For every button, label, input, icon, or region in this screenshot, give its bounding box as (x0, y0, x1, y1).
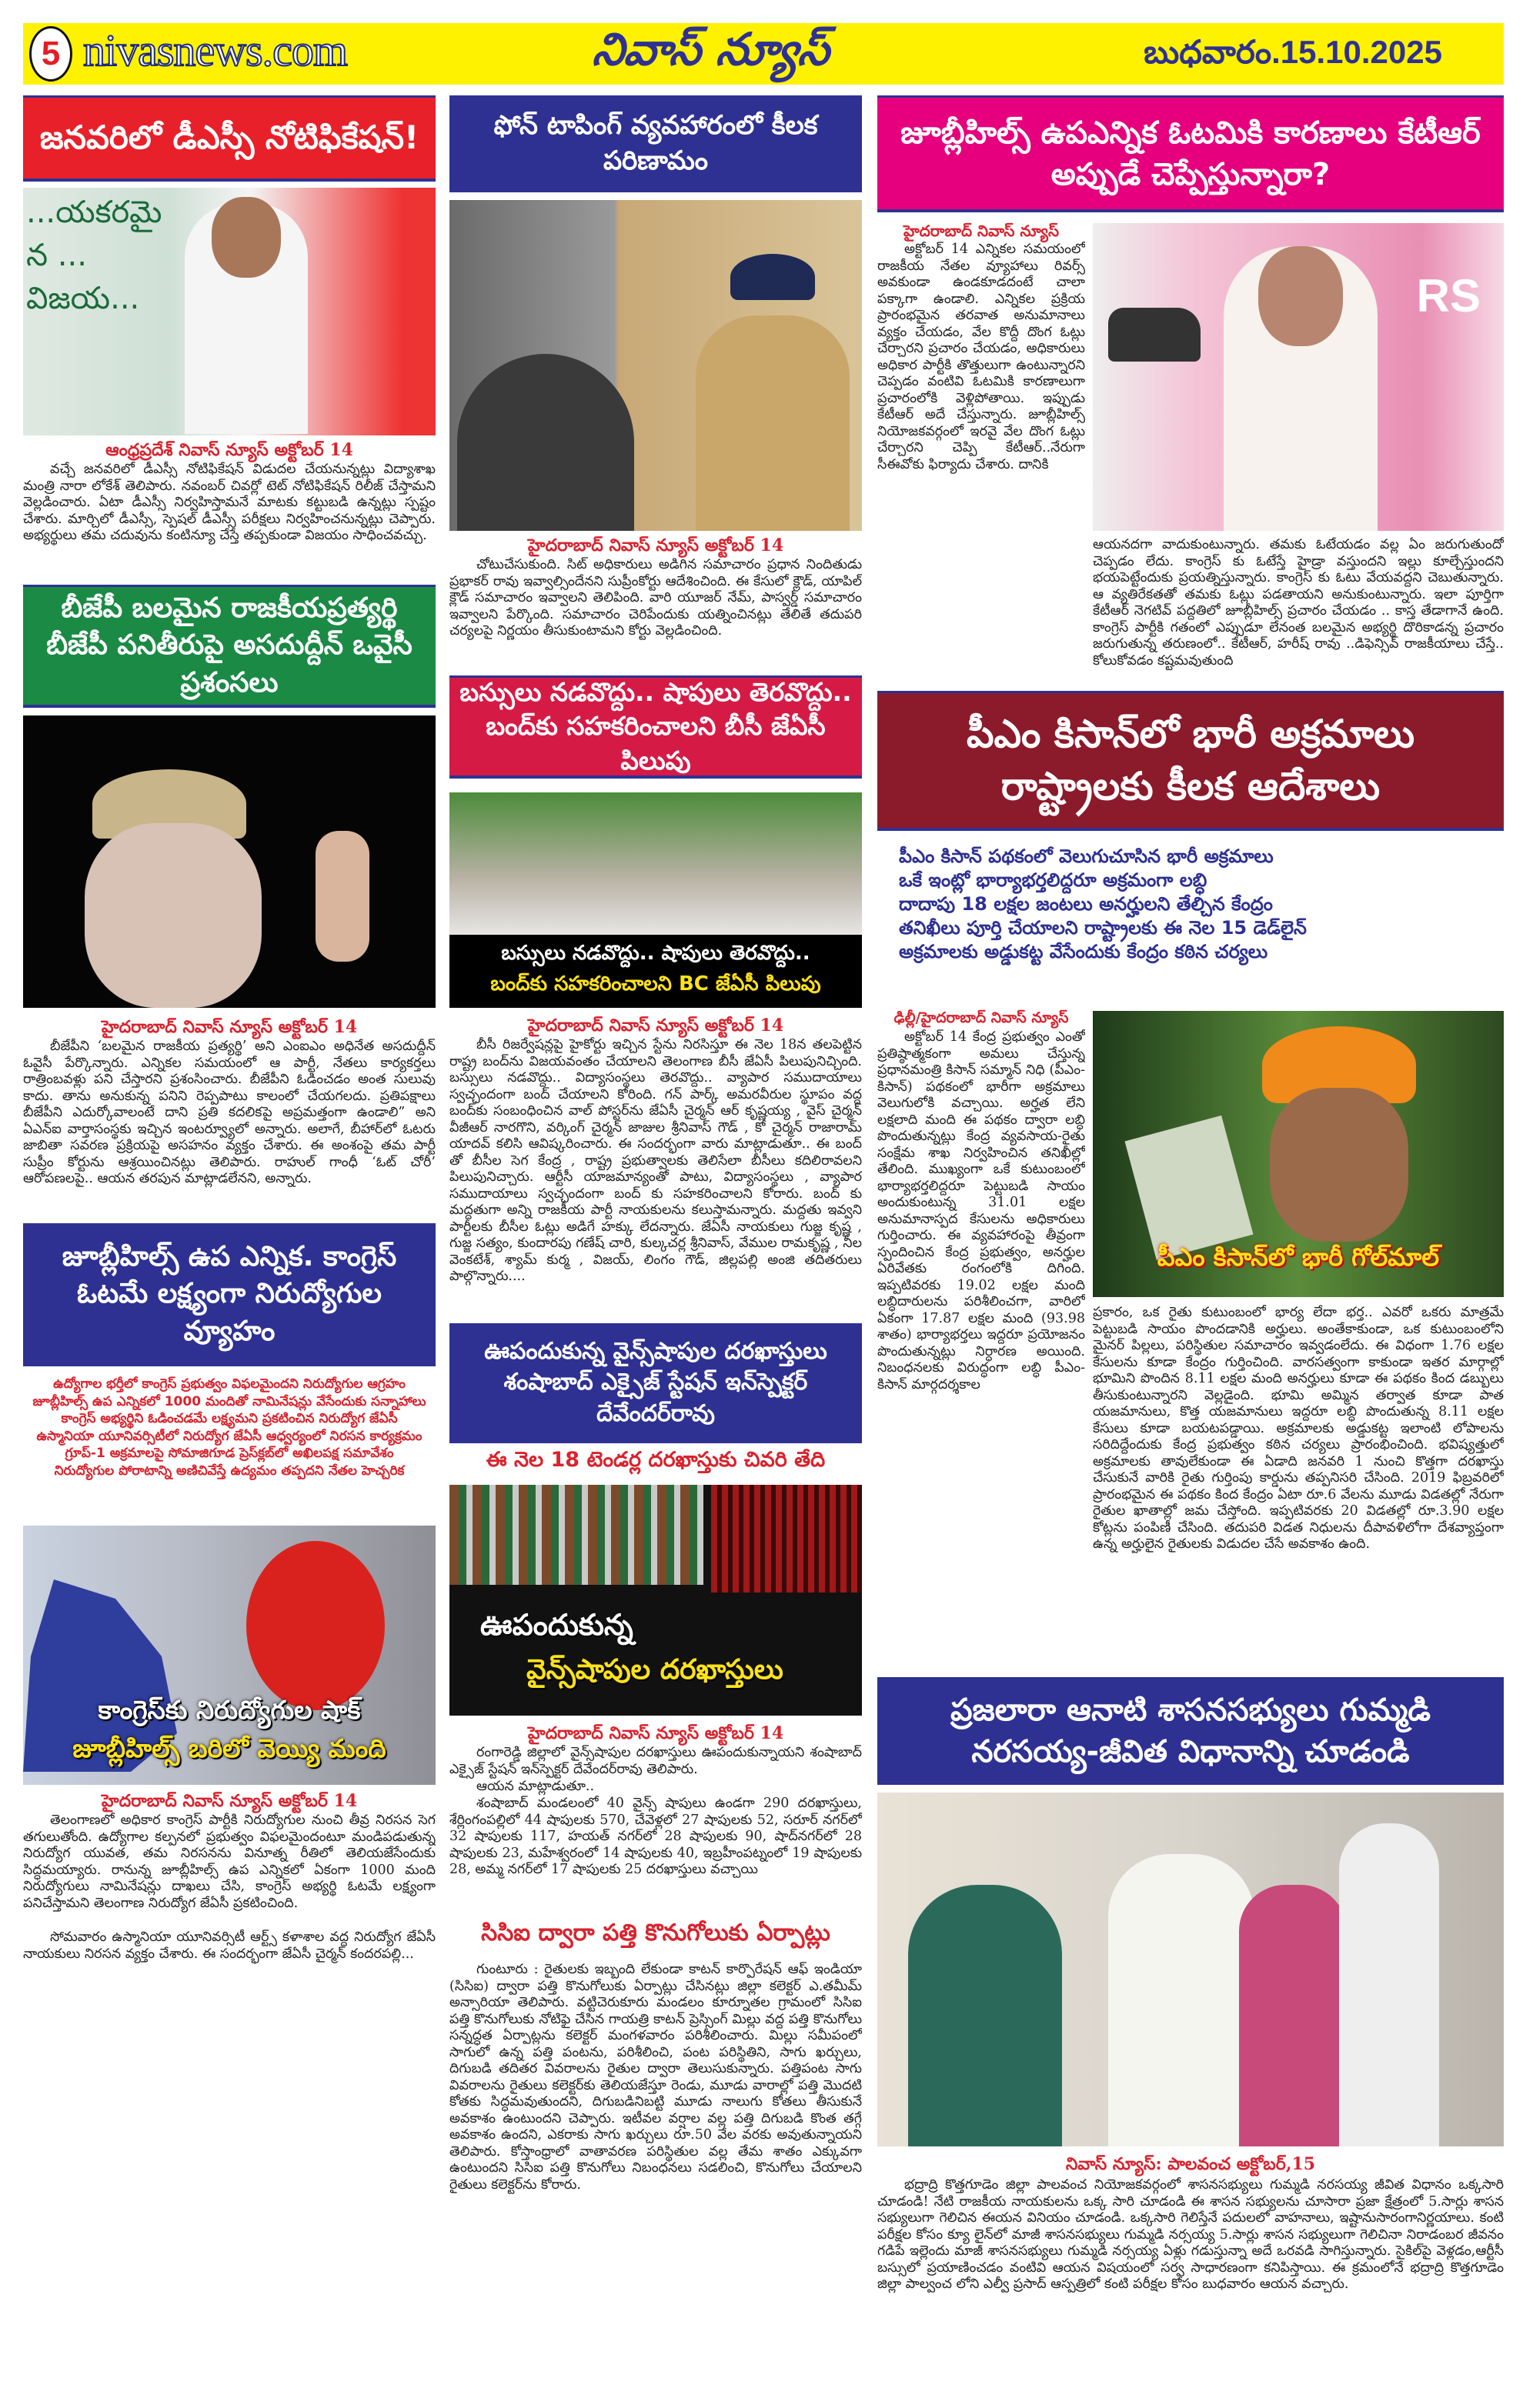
site-name[interactable]: nivasnews.com (83, 25, 347, 75)
photo-caption: కాంగ్రెస్‌కు నిరుద్యోగుల షాక్ (98, 1695, 361, 1725)
dateline: ఢిల్లీ/హైదరాబాద్ నివాస్ న్యూస్ (893, 1009, 1069, 1026)
photo-caption: పీఎం కిసాన్‌లో భారీ గోల్‌మాల్ (1157, 1242, 1440, 1272)
car-logo-shape (1108, 308, 1201, 362)
photo-owaisi (23, 715, 436, 1008)
shelf-bottles (449, 1485, 703, 1585)
photo-minister (23, 188, 436, 435)
bullet-line: అక్రమాలకు అడ్డుకట్ట వేసేందుకు కేంద్రం కఠిన చర్యలు (899, 941, 1268, 962)
dateline: హైదరాబాద్ నివాస్ న్యూస్ అక్టోబర్ 14 (527, 535, 784, 555)
subheadline-deadline: ఈ నెల 18 టెండర్ల దరఖాస్తుకు చివరి తేది (486, 1448, 826, 1472)
pm-kisan-bullets (899, 845, 1499, 964)
photo-overlay-text: ...యకరమైన ... విజయ... (26, 195, 162, 316)
dateline: హైదరాబాద్ నివాస్ న్యూస్ అక్టోబర్ 14 (527, 1723, 784, 1743)
dateline: నివాస్ న్యూస్: పాలవంచ అక్టోబర్,15 (1065, 2154, 1316, 2174)
headline-pm-kisan: పీఎం కిసాన్‌లో భారీ అక్రమాలు రాష్ట్రాలకు కీలక ఆదేశాలు (877, 691, 1504, 831)
article-body: సోమవారం ఉస్మానియా యూనివర్సిటీ ఆర్ట్స్ కళాశాల వద్ద నిరుద్యోగ జేఏసీ నాయకులు నిరసన వ్యక్తం చేశారు. ఈ సందర్భంగా జేఏసీ చైర్మన్ కందరపల్లి... (23, 1929, 436, 1962)
issue-date: బుధవారం.15.10.2025 (1144, 34, 1442, 70)
raised-hand (316, 831, 369, 962)
photo-caption: జూబ్లీహిల్స్ బరిలో వెయ్యి మంది (72, 1733, 386, 1763)
bullet-line: ఒకే ఇంట్లో భార్యాభర్తలిద్దరూ అక్రమంగా లబ్ధి (899, 869, 1207, 891)
subline: ఉద్యోగాల భర్తీలో కాంగ్రెస్ ప్రభుత్వం విఫలమైందని నిరుద్యోగుల ఆగ్రహం (53, 1376, 406, 1392)
headline-owaisi: బీజేపీ బలమైన రాజకీయప్రత్యర్థి బీజేపీ పనితీరుపై అసదుద్దీన్ ఒవైసీ ప్రశంసలు (23, 585, 436, 708)
bullet-line: దాదాపు 18 లక్షల జంటలు అనర్హులని తేల్చిన కేంద్రం (899, 893, 1273, 915)
newspaper-title-logo: నివాస్ న్యూస్ (590, 23, 833, 75)
headline-ktr: జూబ్లీహిల్స్ ఉపఎన్నిక ఓటమికి కారణాలు కేటీఆర్ అప్పుడే చెప్పేస్తున్నారా? (877, 95, 1504, 212)
currency-notes (1125, 1116, 1254, 1260)
headline-unemployed: జూబ్లీహిల్స్ ఉప ఎన్నిక. కాంగ్రెస్ ఓటమే లక్ష్యంగా నిరుద్యోగుల వ్యూహం (23, 1223, 436, 1366)
person-headphones (457, 354, 634, 531)
dateline: హైదరాబాద్ నివాస్ న్యూస్ (903, 222, 1060, 240)
backdrop-letters: RS (1416, 270, 1481, 322)
bullet-line: పీఎం కిసాన్ పథకంలో వెలుగుచూసిన భారీ అక్రమాలు (899, 845, 1274, 867)
photo-bc-jac (449, 792, 862, 1008)
person-figure (1239, 1885, 1347, 2146)
article-body: అక్టోబర్ 14 ఎన్నికల సమయంలో రాజకీయ నేతల వ్యూహాలు రివర్స్ అవకుండా ఉండకూడదంటే చాలా పక్కాగా ఉండాలి. ఎన్నికల ప్రక్రియ ప్రారంభమైన తరవాత అనుమానాలు వ్యక్తం చేయడం, వేల కొద్దీ దొంగ ఓట్లు చేర్చారని ప్రచారం చేయడం, అధికారులు అధికార పార్టీకి తొత్తులుగా ఉంటున్నారని చెప్పడం వంటివి ఓటమికి కారణాలుగా ప్రచారంలోకి వెళ్లిపోతాయి. ఇప్పుడు కేటీఆర్ అదే చేస్తున్నారు. జూబ్లీహిల్స్ నియోజకవర్గంలో ఇరవై వేల దొంగ ఓట్లు చేర్చారని చెప్పి కేటీఆర్..నేరుగా సీఈవోకు ఫిర్యాదు చేశారు. దానికి (877, 242, 1085, 472)
masthead (23, 23, 1504, 85)
photo-caption: బస్సులు నడవొద్దు.. షాపులు తెరవొద్దు.. (501, 942, 810, 965)
page-number-badge: 5 (29, 26, 72, 82)
ec-logo-shape (246, 1541, 385, 1710)
headline-dsc: జనవరిలో డీఎస్సీ నోటిఫికేషన్! (23, 95, 436, 182)
photo-ktr (1093, 223, 1504, 531)
dateline: ఆంధ్రప్రదేశ్ నివాస్ న్యూస్ అక్టోబర్ 14 (105, 440, 353, 460)
article-body: బీజేపీని ‘బలమైన రాజకీయ ప్రత్యర్థి’ అని ఎంఐఎం అధినేత అసదుద్దీన్ ఓవైసీ పేర్కొన్నారు. ఎన్నికల సమయంలో ఆ పార్టీ, నేతలు కార్యకర్తలు రాత్రింబవళ్లు పని చేస్తారని ప్రశంసించారు. బీజేపీని ఓడించడం అంత సులువు కాదు. తాను అనుకున్న పనిని రెప్పపాటు కాలంలో చేయగలదు. ప్రతిపక్షాలు బీజేపీని ఎదుర్కోవాలంటే దాని ప్రతి కదలికపై అప్రమత్తంగా ఉండాలి” అని ఏఎన్ఐ వార్తాసంస్థకు ఇచ్చిన ఇంటర్వ్యూలో అన్నారు. అలాగే, బీహార్‌లో ఓటరు జాబితా సవరణ ప్రక్రియపై అసహనం వ్యక్తం చేశారు. ఈ అంశంపై తమ పార్టీ సుప్రీం కోర్టును ఆశ్రయించినట్లు తెలిపారు. రాహుల్ గాంధీ ‘ఓట్ చోరీ’ ఆరోపణలపై.. ఆయన తరపున మాట్లాడలేనని, అన్నారు. (23, 1039, 436, 1186)
dateline: హైదరాబాద్ నివాస్ న్యూస్ అక్టోబర్ 14 (101, 1017, 358, 1037)
article-body: రంగారెడ్డి జిల్లాలో వైన్స్‌షాపుల దరఖాస్తులు ఊపందుకున్నాయని శంషాబాద్ ఎక్సైజ్ స్టేషన్ ఇన్‌స్పెక్టర్ దేవేందర్‌రావు తెలిపారు. (449, 1745, 862, 1777)
headline-phone-tapping: ఫోన్ టాపింగ్ వ్యవహారంలో కీలక పరిణామం (449, 95, 862, 192)
article-body: తెలంగాణలో అధికార కాంగ్రెస్ పార్టీకి నిరుద్యోగుల నుంచి తీవ్ర నిరసన సెగ తగులుతోంది. ఉద్యోగాల కల్పనలో ప్రభుత్వం విఫలమైందంటూ మండిపడుతున్న నిరుద్యోగ యువత, తమ నిరసనను వినూత్న రీతిలో తెలియజేసేందుకు సిద్ధమయ్యారు. రానున్న జూబ్లీహిల్స్ ఉప ఎన్నికలో ఏకంగా 1000 మంది నిరుద్యోగులు నామినేషన్లు దాఖలు చేసి, కాంగ్రెస్ అభ్యర్థి ఓటమే లక్ష్యంగా పనిచేస్తామని తెలంగాణ నిరుద్యోగ జేఏసీ ప్రకటించింది. (23, 1813, 436, 1911)
article-body: భద్రాద్రి కొత్తగూడెం జిల్లా పాలవంచ నియోజకవర్గంలో శాసనసభ్యులు గుమ్మడి నరసయ్య జీవిత విధానం ఒక్కసారి చూడండి! నేటి రాజకీయ నాయకులను ఒక్క సారి చూడండి ఈ శాసన సభ్యులను చూసారా ప్రజా క్షేత్రంలో 5.సార్లు శాసన సభ్యులుగా గెలిచిన ఈయన వినియం చూడండి. ఒక్కసారి గెలిస్తేనే పదులలో వాహనాలు, ఇష్టానుసారంగానిర్ణయాలు. కంటి పరీక్షల కోసం క్యూ లైన్‌లో మాజీ శాసనసభ్యులు గుమ్మడి నర్సయ్య 5.సార్లు శాసన సభ్యులుగా గెలిచినా నిరాడంబర జీవనం గడిపే ఇల్లెందు మాజీ శాసనసభ్యులు గుమ్మడి నర్సయ్య ఏళ్లు గడుస్తున్నా అదే ఒరవడి సాగిస్తున్నారు. సైకిల్‌పై వెళ్లడం,ఆర్టీసీ బస్సులో ప్రయాణించడం వంటివి ఆయన విషయంలో సర్వ సాధారణంగా కనిపిస్తాయి. ఈ క్రమంలోనే భద్రాద్రి కొత్తగూడెం జిల్లా పాల్వంచ లోని ఎల్వీ ప్రసాద్ ఆస్పత్రిలో కంటి పరీక్షల కోసం బుధవారం ఆయన వచ్చారు. (877, 2177, 1504, 2292)
face-shape (1270, 1088, 1408, 1242)
photo-police-officer (449, 200, 862, 531)
sublines-unemployed (31, 1376, 428, 1479)
bullet-line: తనిఖీలు పూర్తి చేయాలని రాష్ట్రాలకు ఈ నెల 15 డెడ్‌లైన్ (899, 917, 1307, 939)
person-head (1258, 246, 1343, 346)
subline: నిరుద్యోగుల పోరాటాన్ని అణిచివేస్తే ఉద్యమం తప్పదని నేతల హెచ్చరిక (54, 1462, 405, 1479)
article-body: గుంటూరు : రైతులకు ఇబ్బంది లేకుండా కాటన్ కార్పొరేషన్ ఆఫ్ ఇండియా (సిసిఐ) ద్వారా పత్తి కొనుగోలుకు ఏర్పాట్లు చేసినట్లు జిల్లా కలెక్టర్ ఎ.తమీమ్ అన్సారియా తెలిపారు. వట్టిచెరుకూరు మండలం కూర్నూతల గ్రామంలో సిసిఐ పత్తి కొనుగోలుకు నోటిఫై చేసిన గాయత్రి కాటన్ ప్రెస్సింగ్ మిల్లు వద్ద పత్తి కొనుగోలు సన్నద్ధత ఏర్పాట్లను కలెక్టర్ మంగళవారం పరిశీలించారు. మిల్లు సమీపంలో సాగులో ఉన్న పత్తి పంటను, పరిశీలించి, పంట పరిస్థితిని, సాగు ఖర్చులు, దిగుబడి తదితర వివరాలను రైతుల ద్వారా తెలుసుకున్నారు. పత్తిపంట సాగు వివరాలను రైతులు కలెక్టర్‌కు తెలియజేస్తూ రెండు, మూడు వారాల్లో పత్తి మొదటి కోతకు సిద్ధమవుతుందని, దిగుబడినిబట్టి మూడు నాలుగు కోతలు తీసుకునే అవకాశం ఉంటుందని చెప్పారు. ఇటీవల వర్షాల వల్ల పత్తి దిగుబడి కొంత తగ్గే అవకాశం ఉందని, ఎకరాకు సాగు ఖర్చులు రూ.50 వేల వరకు అవుతున్నాయని తెలిపారు. కోస్తాంధ్రాలో వాతావరణ పరిస్థితుల వల్ల తేమ శాతం ఎక్కువగా ఉంటుందని సిసిఐ పత్తి కొనుగోలు నిబంధనలు సడలించి, కొనుగోలు చేయాలని రైతులు కలెక్టర్‌ను కోరారు. (449, 1962, 862, 2193)
subline: జూబ్లీహిల్స్ ఉప ఎన్నికలో 1000 మందితో నామినేషన్లు వేసేందుకు సన్నాహాలు (32, 1393, 426, 1409)
photo-election (23, 1526, 436, 1785)
photo-wine-shop (449, 1485, 862, 1716)
person-head (212, 197, 281, 278)
photo-gummadi-queue (877, 1793, 1504, 2146)
article-body: బీసీ రిజర్వేషన్లపై హైకోర్టు ఇచ్చిన స్టేను నిరసిస్తూ ఈ నెల 18న తలపెట్టిన రాష్ట్ర బంద్‌ను విజయవంతం చేయాలని తెలంగాణ బీసీ జేఏసీ పిలుపునిచ్చింది. బస్సులు నడవొద్దు.. విద్యాసంస్థలు తెరవొద్దు.. వ్యాపార సముదాయాలు స్వచ్ఛందంగా బంద్ చేయాలని కోరింది. గన్ పార్క్ అమరవీరుల స్థూపం వద్ద బంద్‌కు సంబంధించిన వాల్ పోస్టర్‌ను జేఏసీ చైర్మన్ ఆర్ కృష్ణయ్య , వైస్ చైర్మన్ వీజీఆర్ నారగొని, వర్కింగ్ చైర్మన్ జాజుల శ్రీనివాస్ గౌడ్ , కో చైర్మన్ రాజారామ్ యాదవ్ కలిసి ఆవిష్కరించారు. ఈ సందర్భంగా వారు మాట్లాడుతూ.. ఈ బంద్ తో బీసీల సెగ కేంద్ర , రాష్ట్ర ప్రభుత్వాలకు తెలిసేలా బీసీలు కదిలిరావలని పిలుపునిచ్చారు. ఆర్టీసీ యాజమాన్యంతో పాటు, విద్యాసంస్థలు , వ్యాపార సముదాయాలు స్వచ్ఛందంగా బంద్ కు సహకరించాలని కోరారు. బంద్ కు మద్దతుగా అన్ని రాజకీయ పార్టీ నాయకులను కలుస్తామన్నారు. మద్దతు ఇవ్వని పార్టీలకు బీసీల ఓట్లు అడిగే హక్కు లేదన్నారు. జేఏసీ నాయకులు గుజ్జ కృష్ణ , గుజ్జ సత్యం, కుందారపు గణేష్ చారి, కుల్కచర్ల శ్రీనివాస్, వేముల రామకృష్ణ , నీల వెంకటేశ్, శ్యామ్ కుర్మ , విజయ్, లింగం గౌడ్, జిల్లపల్లి అంజి తదితరులు పాల్గొన్నారు.... (449, 1037, 862, 1284)
photo-caption: వైన్స్‌షాపుల దరఖాస్తులు (526, 1654, 783, 1686)
gummadi-figure (1108, 1854, 1254, 2146)
headline-wines: ఊపందుకున్న వైన్స్‌షాపుల దరఖాస్తులు శంషాబాద్ ఎక్సైజ్ స్టేషన్ ఇన్‌స్పెక్టర్ దేవేందర్‌రావు (449, 1323, 862, 1443)
headline-cotton: సిసిఐ ద్వారా పత్తి కొనుగోలుకు ఏర్పాట్లు (481, 1919, 830, 1946)
article-body: ఆయన మాట్లాడుతూ.. (476, 1779, 595, 1794)
article-body: అక్టోబర్ 14 కేంద్ర ప్రభుత్వం ఎంతో ప్రతిష్ఠాత్మకంగా అమలు చేస్తున్న ప్రధానమంత్రి కిసాన్ సమ్మాన్ నిధి (పీఎం-కిసాన్) పథకంలో భారీగా అక్రమాలు వెలుగులోకి వచ్చాయి. అర్హత లేని లక్షలాది మంది ఈ పథకం ద్వారా లబ్ధి పొందుతున్నట్లు కేంద్ర వ్యవసాయ-రైతు సంక్షేమ శాఖ నిర్వహించిన తనిఖీల్లో తేలింది. ముఖ్యంగా ఒకే కుటుంబంలో భార్యాభర్తలిద్దరూ పెట్టుబడి సాయం అందుకుంటున్న 31.01 లక్షల అనుమానాస్పద కేసులను అధికారులు గుర్తించారు. ఈ వ్యవహారంపై తీవ్రంగా స్పందించిన కేంద్ర ప్రభుత్వం, అనర్హుల ఏరివేతకు రంగంలోకి దిగింది. ఇప్పటివరకు 19.02 లక్షల మంది లబ్ధిదారులను పరిశీలించగా, వారిలో ఏకంగా 17.87 లక్షల మంది (93.98 శాతం) భార్యాభర్తలు ఇద్దరూ ప్రయోజనం పొందుతున్నట్లు నిర్ధారణ అయింది. నిబంధనలకు విరుద్ధంగా లబ్ధి పీఎం-కిసాన్ మార్గదర్శకాల (877, 1029, 1085, 1392)
subline: కాంగ్రెస్ అభ్యర్థిని ఓడించడమే లక్ష్యమని ప్రకటించిన నిరుద్యోగ జేఏసీ (61, 1411, 398, 1426)
headline-gummadi: ప్రజలారా ఆనాటి శాసనసభ్యులు గుమ్మడి నరసయ్య-జీవిత విధానాన్ని చూడండి (877, 1677, 1504, 1785)
article-body: ఆయనదగా వాదుకుంటున్నారు. తమకు ఓటేయడం వల్ల ఏం జరుగుతుందో చెప్పడం లేదు. కాంగ్రెస్ కు ఓటేస్తే హైడ్రా వస్తుందని ఇల్లు కూల్చేస్తుందని భయపెట్టేందుకు ప్రయత్నిస్తున్నారు. కాంగ్రెస్ కు ఓటు వేయవద్దని చెబుతున్నారు. ఆ వ్యతిరేకతతో తమకు ఓట్లు పడతాయని అనుకుంటున్నారు. ఇలా పూర్తిగా కేటీఆర్ నెగటివ్ పద్దతిలో జూబ్లీహిల్స్ ప్రచారం చేయడం .. కాస్త తేడాగానే ఉంది. కాంగ్రెస్ పార్టీకి గతంలో ఎప్పుడూ లేనంత బలమైన అభ్యర్థి దొరికాడన్న ప్రచారం జరుగుతున్న తరుణంలో.. కేటీఆర్, హరీష్ రావు ..డిఫెన్సివ్ రాజకీయాలు చేస్తే.. కోలుకోవడం కష్టమవుతుంది (1093, 537, 1504, 669)
headline-bandh: బస్సులు నడవొద్దు.. షాపులు తెరవొద్దు.. బంద్‌కు సహకరించాలని బీసీ జేఏసీ పిలుపు (449, 675, 862, 779)
article-body: వచ్చే జనవరిలో డీఎస్సీ నోటిఫికేషన్ విడుదల చేయనున్నట్లు విద్యాశాఖ మంత్రి నారా లోకేశ్ తెలిపారు. నవంబర్ చివర్లో టెట్ నోటిఫికేషన్ రిలీజ్ చేస్తామని వెల్లడించారు. ఏటా డీఎస్సీ నిర్వహిస్తామనే మాటకు కట్టుబడి ఉన్నట్లు స్పష్టం చేశారు. మార్చిలో డీఎస్సీ, స్పెషల్ డీఎస్సీ పరీక్షలు నిర్వహించనున్నట్లు చెప్పారు. అభ్యర్థులు తమ చదువును కంటిన్యూ చేస్తే తప్పకుండా విజయం సాధించవచ్చు. (23, 462, 436, 543)
photo-farmer (1093, 1011, 1504, 1297)
dateline: హైదరాబాద్ నివాస్ న్యూస్ అక్టోబర్ 14 (527, 1016, 784, 1036)
face-shape (85, 823, 262, 1008)
shelf-bottles (711, 1485, 862, 1593)
photo-caption: ఊపందుకున్న (480, 1608, 633, 1642)
article-body: చోటుచేసుకుంది. సిట్ అధికారులు అడిగిన సమాచారం ప్రధాన నిందితుడు ప్రభాకర్ రావు ఇవ్వాల్సిందేనని సుప్రీంకోర్టు ఆదేశించింది. ఈ కేసులో క్లౌడ్, యాపిల్ క్లౌడ్ సమాచారం ఇవ్వాలని తెలిపింది. వారి యూజర్ నేమ్, పాస్వర్డ్ సమాచారం ఇవ్వాలని పేర్కొంది. సమాచారం చెరిపేందుకు యత్నించినట్లు తేలితే తదుపరి చర్యలపై నిర్ణయం తీసుకుంటామని కోర్టు వెల్లడించింది. (449, 557, 862, 639)
officer-figure (696, 315, 850, 531)
photo-caption: బంద్‌కు సహకరించాలని BC జేఏసీ పిలుపు (490, 972, 821, 996)
article-body: శంషాబాద్ మండలంలో 40 వైన్స్ షాపులు ఉండగా 290 దరఖాస్తులు, శేర్లింగంపల్లిలో 44 షాపులకు 570, చేవెళ్లలో 27 షాపులకు 52, సరూర్ నగర్‌లో 32 షాపులకు 117, హయత్ నగర్‌లో 28 షాపులకు 90, షాద్‌నగర్‌లో 28 షాపులకు 23, మహేశ్వరంలో 14 షాపులకు 40, ఇబ్రహీంపట్నంలో 19 షాపులకు 28, అమ్మ నగర్‌లో 17 షాపులకు 25 దరఖాస్తులు వచ్చాయి (449, 1796, 862, 1877)
person-figure (1339, 1823, 1439, 2146)
article-body: ప్రకారం, ఒక రైతు కుటుంబంలో భార్య లేదా భర్త.. ఎవరో ఒకరు మాత్రమే పెట్టుబడి సాయం పొందడానికి అర్హులు. అంతేకాకుండా, ఒక కుటుంబంలోని మైనర్ పిల్లలు, పరిస్థితుల సమాచారం ఇవ్వడంలేదు. ఈ విధంగా 1.76 లక్షల కేసులను కూడా కేంద్రం గుర్తించింది. వారసత్వంగా కాకుండా ఇతర మార్గాల్లో భూమిని పొందిన 8.11 లక్షల మంది అనర్హులు కూడా ఈ పథకం కింద డబ్బులు తీసుకుంటున్నారని వెల్లడైంది. భూమి అమ్మిన తర్వాత కూడా పాత యజమానులు, కొత్త యజమానులు ఇద్దరూ లబ్ధి పొందుతున్న 8.11 లక్షల కేసులు కూడా బయటపడ్డాయి. అక్రమాలకు అడ్డుకట్ట ఇలాంటి లోపాలను సరిదిద్దేందుకు కేంద్ర ప్రభుత్వం కఠిన చర్యలు ప్రారంభించింది. భవిష్యత్తులో అక్రమాలకు తావులేకుండా ఈ ఏడాది జనవరి 1 నుంచి కొత్తగా దరఖాస్తు చేసుకునే వారికి రైతు గుర్తింపు కార్డును తప్పనిసరి చేసింది. 2019 ఫిబ్రవరిలో ప్రారంభమైన ఈ పథకం కింద కేంద్రం ఏటా రూ.6 వేలను మూడు విడతల్లో నేరుగా రైతుల ఖాతాల్లో జమ చేస్తోంది. ఇప్పటివరకు 20 విడతల్లో రూ.3.90 లక్షల కోట్లను పంపిణీ చేసింది. తదుపరి విడత నిధులను దీపావళిలోగా దేశవ్యాప్తంగా ఉన్న అర్హులైన రైతులకు విడుదల చేసే అవకాశం ఉంది. (1093, 1305, 1504, 1552)
subline: ఉస్మానియా యూనివర్సిటీలో నిరుద్యోగ జేఏసీ ఆధ్వర్యంలో నిరసన కార్యక్రమం (36, 1428, 422, 1444)
dateline: హైదరాబాద్ నివాస్ న్యూస్ అక్టోబర్ 14 (101, 1791, 358, 1811)
subline: గ్రూప్-1 అక్రమాలపై సోమాజిగూడ ప్రెస్‌క్లబ్‌లో అఖిలపక్ష సమావేశం (65, 1446, 394, 1461)
officer-cap (730, 254, 815, 300)
woman-figure (908, 1885, 1062, 2146)
